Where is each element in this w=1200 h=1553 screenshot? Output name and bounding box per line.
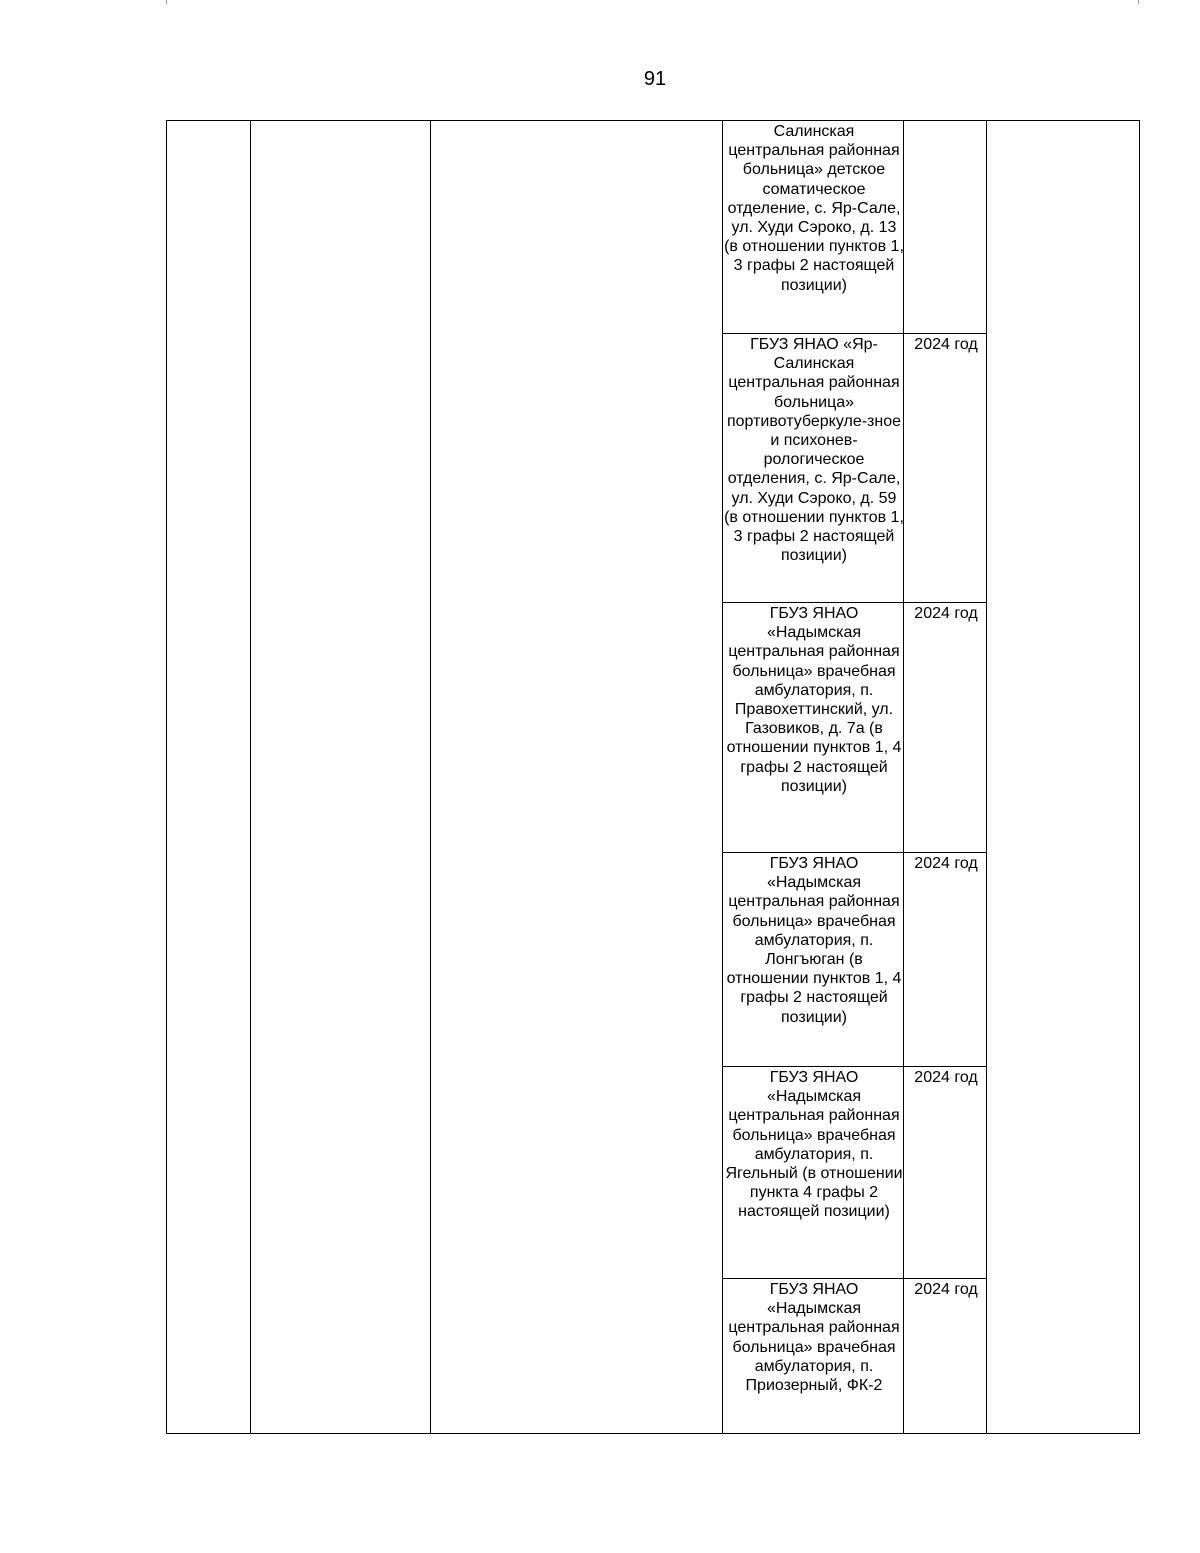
scan-mark-left <box>166 0 167 4</box>
row-divider <box>723 1278 987 1279</box>
table-row-institution: ГБУЗ ЯНАО «Надымская центральная районная больница» врачебная амбулатория, п. Правохеттинский, ул. Газовиков, д. 7а (в отношении пунктов 1, 4 графы 2 настоящей позиции) <box>726 605 902 795</box>
page-number: 91 <box>643 68 667 90</box>
row-divider <box>723 333 987 334</box>
column-divider <box>430 121 431 1433</box>
table-row-institution: ГБУЗ ЯНАО «Надымская центральная районная больница» врачебная амбулатория, п. Приозерный, ФК-2 <box>728 1281 900 1395</box>
column-divider <box>250 121 251 1433</box>
column-divider <box>986 121 987 1433</box>
table-row-date: 2024 год <box>914 605 978 622</box>
row-divider <box>723 602 987 603</box>
row-divider <box>723 1066 987 1067</box>
table-row-date: 2024 год <box>914 855 978 872</box>
table-row-date: 2024 год <box>914 1281 978 1298</box>
table-row-institution: ГБУЗ ЯНАО «Надымская центральная районная больница» врачебная амбулатория, п. Лонгъюган (в отношении пунктов 1, 4 графы 2 настоящей позиции) <box>726 855 902 1026</box>
column-divider <box>722 121 723 1433</box>
table-row-institution: Салинская центральная районная больница» детское соматическое отделение, с. Яр-Сале, ул. Худи Сэроко, д. 13 (в отношении пунктов 1, 3 графы 2 настоящей позиции) <box>724 123 904 294</box>
continuation-table <box>166 120 1140 1434</box>
table-row-date: 2024 год <box>914 336 978 353</box>
table-row-institution: ГБУЗ ЯНАО «Надымская центральная районная больница» врачебная амбулатория, п. Ягельный (в отношении пункта 4 графы 2 настоящей позиции) <box>725 1069 903 1221</box>
row-divider <box>723 852 987 853</box>
scan-mark-right <box>1138 0 1139 4</box>
table-row-date: 2024 год <box>914 1069 978 1086</box>
table-row-institution: ГБУЗ ЯНАО «Яр-Салинская центральная районная больница» портивотуберкуле-зное и психонев-рологическое отделения, с. Яр-Сале, ул. Худи Сэроко, д. 59 (в отношении пунктов 1, 3 графы 2 настоящей позиции) <box>724 336 904 565</box>
